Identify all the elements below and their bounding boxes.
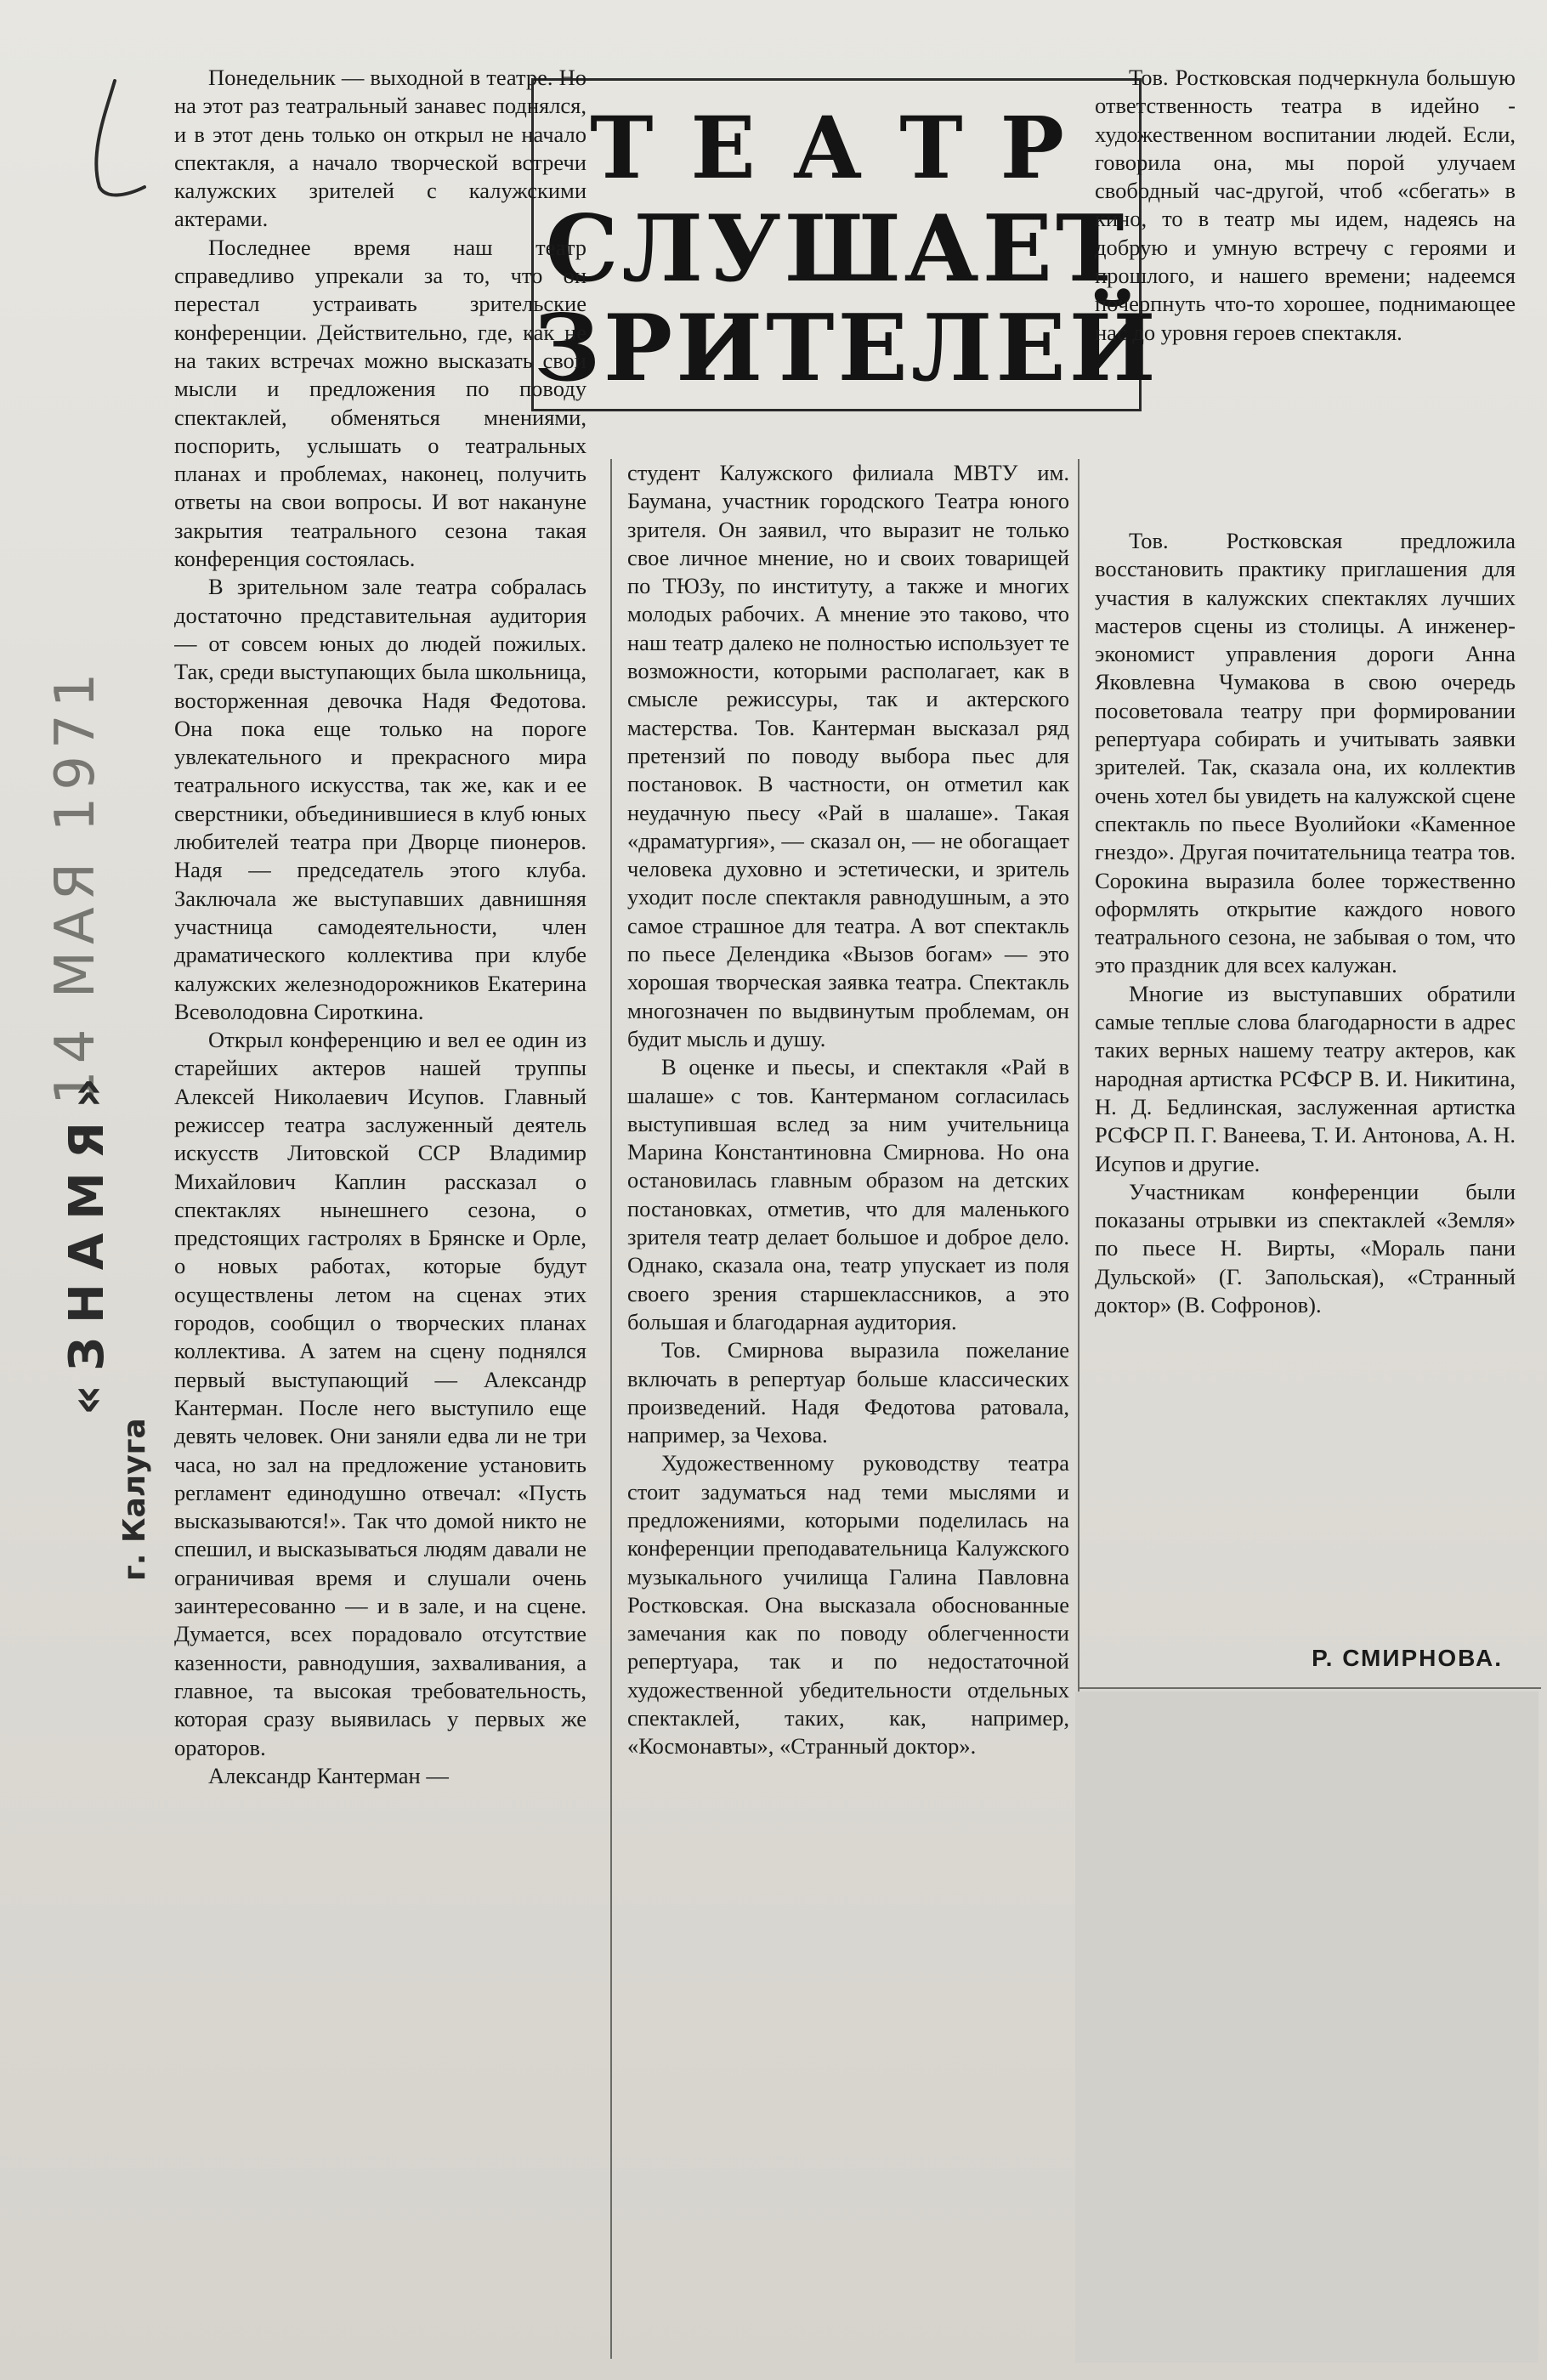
paragraph: Понедельник — выходной в театре. Но на этот раз театральный занавес поднялся, и в этот день только он открыл не начало спектакля, а начало творческой встречи калужских зрителей с калужскими актерами. bbox=[174, 65, 586, 232]
column-divider bbox=[1078, 459, 1080, 1692]
paragraph: студент Калужского филиала МВТУ им. Баумана, участник городского Театра юного зрителя. Он заявил, что выразит не только свое личное мнение, но и своих товарищей по ТЮЗу, по институту, а также и многих молодых рабочих. А мнение это таково, что наш театр далеко не полностью использует те возможности, которыми располагает, как в смысле режиссуры, так и актерского мастерства. Тов. Кантерман высказал ряд претензий по поводу выбора пьес для постановок. В частности, он отметил как неудачную пьесу «Рай в шалаше». Такая «драматургия», — сказал он, — не обогащает человека духовно и эстетически, и зритель уходит после спектакля равнодушным, а это самое страшное для театра. А вот спектакль по пьесе Делендика «Вызов богам» — это хорошая творческая заявка театра. Спектакль многозначен по выдвинутым проблемам, он будит мысль и душу. bbox=[627, 460, 1069, 1051]
article-column-2 bbox=[627, 459, 1069, 2363]
article-column-3 bbox=[1095, 527, 1516, 1632]
column-divider bbox=[610, 459, 612, 2359]
headline-line-1: ТЕАТР bbox=[590, 98, 1102, 198]
city-label: г. Калуга bbox=[117, 1418, 152, 1581]
paragraph: В оценке и пьесы, и спектакля «Рай в шалаше» с тов. Кантерманом согласилась выступившая вслед за ним учительница Марина Константиновна Смирнова. Но она остановилась главным образом на детских постановках, отметив, что для маленького зрителя театр делает большое и доброе дело. Однако, сказала она, театр упускает из поля своего зрения старшеклассников, а это большая и благодарная аудитория. bbox=[627, 1054, 1069, 1334]
headline-box bbox=[531, 78, 1159, 411]
newspaper-name: «ЗНАМЯ» bbox=[60, 1063, 115, 1415]
date-stamp: 14 МАЯ 1971 bbox=[44, 666, 107, 1105]
paragraph: Тов. Смирнова выразила пожелание включать в репертуар больше классических произведений. Надя Федотова ратовала, например, за Чехова. bbox=[627, 1337, 1069, 1448]
author-signature: Р. СМИРНОВА. bbox=[1312, 1645, 1503, 1671]
paragraph: Тов. Ростковская предложила восстановить практику приглашения для участия в калужских спектаклях лучших мастеров сцены из столицы. А инженер-экономист управления дороги Анна Яковлевна Чумакова в свою очередь посоветовала театру при формировании репертуара собирать и учитывать заявки зрителей. Так, сказала она, их коллектив очень хотел бы увидеть на калужской сцене спектакль по пьесе Вуолийоки «Каменное гнездо». Другая почитательница театра тов. Сорокина выразила более торжественно оформлять открытие каждого нового театрального сезона, не забывая о том, что это праздник для всех калужан. bbox=[1095, 528, 1516, 978]
headline-line-2: СЛУШАЕТ bbox=[545, 196, 1128, 303]
paragraph: Участникам конференции были показаны отрывки из спектаклей «Земля» по пьесе Н. Вирты, «Мораль пани Дульской» (Г. Запольская), «Странный доктор» (В. Софронов). bbox=[1095, 1178, 1516, 1318]
paragraph: Многие из выступавших обратили самые теплые слова благодарности в адрес таких верных нашему театру актеров, как народная артистка РСФСР В. И. Никитина, Н. Д. Бедлинская, заслуженная артистка РСФСР П. Г. Ванеева, Т. И. Антонова, А. Н. Исупов и другие. bbox=[1095, 980, 1516, 1176]
article-column-1 bbox=[174, 64, 586, 2376]
article-column-3-top bbox=[1095, 64, 1516, 459]
paragraph: Открыл конференцию и вел ее один из старейших актеров нашей труппы Алексей Николаевич Исупов. Главный режиссер театра заслуженный деятель искусств Литовской ССР Владимир Михайлович Каплин рассказал о спектаклях нынешнего сезона, о предстоящих гастролях в Брянске и Орле, о новых работах, которые будут осуществлены летом на сценах этих городов, сообщил о творческих планах коллектива. А затем на сцену поднялся первый выступающий — Александр Кантерман. После него выступило еще девять человек. Они заняли едва ли не три часа, но зал на предложение установить регламент единодушно отвечал: «Пусть высказываются!». Так что домой никто не спешил, и высказываться людям давали не ограничивая время и слушали очень заинтересованно — и в зале, и на сцене. Думается, всех порадовало отсутствие казенности, равнодушия, захваливания, а главное, та высокая требовательность, которая сразу выявилась у первых же ораторов. bbox=[174, 1027, 586, 1760]
headline-line-3: ЗРИТЕЛЕЙ bbox=[534, 295, 1159, 402]
paragraph: Александр Кантерман — bbox=[208, 1762, 449, 1788]
paragraph: Последнее время наш театр справедливо упрекали за то, что он перестал устраивать зрительские конференции. Действительно, где, как не на таких встречах можно высказать свои мысли и предложения по поводу спектаклей, обменяться мнениями, поспорить, услышать о театральных планах и проблемах, наконец, получить ответы на свои вопросы. И вот накануне закрытия театрального сезона такая конференция состоялась. bbox=[174, 234, 586, 572]
blank-paper-area bbox=[1075, 1692, 1538, 2363]
paragraph: Художественному руководству театра стоит задуматься над теми мыслями и предложениями, которыми поделилась на конференции преподавательница Калужского музыкального училища Галина Павловна Ростковская. Она высказала обоснованные замечания как по поводу облегченности репертуара, так и по недостаточной художественной убедительности отдельных спектаклей, таких, как, например, «Космонавты», «Странный доктор». bbox=[627, 1450, 1069, 1760]
paragraph: В зрительном зале театра собралась достаточно представительная аудитория — от совсем юных до людей пожилых. Так, среди выступающих была школьница, восторженная девочка Надя Федотова. Она пока еще только на пороге увлекательного и прекрасного мира театрального искусства, так же, как и ее сверстники, объединившиеся в клуб юных любителей театра при Дворце пионеров. Надя — председатель этого клуба. Заключала же выступавших давнишняя участница самодеятельности, член драматического коллектива при клубе калужских железнодорожников Екатерина Всеволодовна Сироткина. bbox=[174, 574, 586, 1024]
section-divider bbox=[1078, 1687, 1541, 1689]
pen-mark-icon bbox=[81, 76, 157, 204]
paragraph: Тов. Ростковская подчеркнула большую ответственность театра в идейно - художественном воспитании людей. Если, говорила она, мы порой улучаем свободный час-другой, чтоб «сбегать» в кино, то в театр мы идем, надеясь на добрую и умную встречу с героями и прошлого, и нашего времени; надеемся почерпнуть что-то хорошее, поднимающее нас до уровня героев спектакля. bbox=[1095, 65, 1516, 345]
